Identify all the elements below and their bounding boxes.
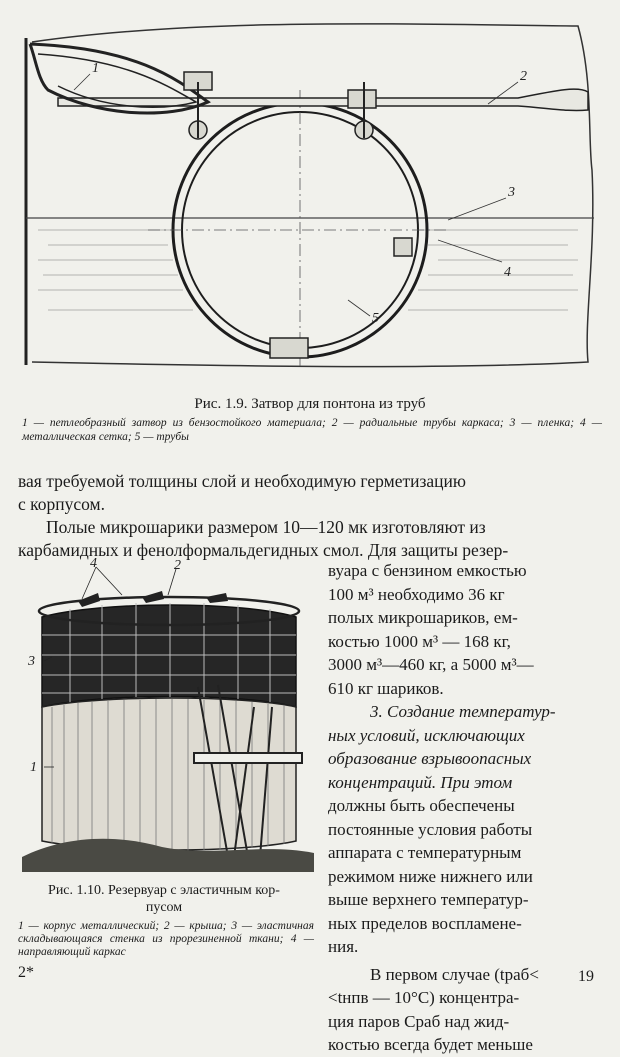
- text-para2-line-1: Полые микрошарики размером 10—120 мк изготовляют из: [46, 517, 486, 537]
- fig110-label-2: 2: [174, 558, 181, 573]
- fig110-label-1: 1: [30, 760, 37, 775]
- right-column: [328, 559, 598, 1057]
- right-line: <tнпв — 10°C) концентра-: [328, 988, 520, 1007]
- signature-mark: 2*: [18, 964, 34, 981]
- right-line: аппарата с температурным: [328, 843, 522, 862]
- right-line: костью всегда будет меньше: [328, 1035, 533, 1054]
- right-line: вуара с бензином емкостью: [328, 561, 527, 580]
- figure-1-9-caption-title: Рис. 1.9. Затвор для понтона из труб: [194, 396, 426, 412]
- fig19-label-4: 4: [504, 265, 511, 280]
- right-line: ция паров Cраб над жид-: [328, 1011, 510, 1031]
- right-line: 3000 м³—460 кг, а 5000 м³—: [328, 655, 534, 674]
- right-line: ных пределов воспламене-: [328, 913, 522, 933]
- fig110-label-3: 3: [28, 654, 35, 669]
- fig19-label-3: 3: [508, 185, 515, 200]
- right-line: образование взрывоопасных: [328, 749, 532, 768]
- right-line: ния.: [328, 937, 359, 956]
- right-line: выше верхнего температур-: [328, 890, 529, 909]
- figure-1-10-drawing: [22, 557, 314, 872]
- text-line-2: с корпусом.: [18, 494, 106, 514]
- fig110-label-4: 4: [90, 557, 97, 571]
- figure-1-10-caption-title-2: пусом: [145, 900, 183, 915]
- page-number: 19: [578, 968, 594, 985]
- fig19-label-5: 5: [372, 311, 379, 326]
- figure-1-9-drawing: [18, 20, 600, 390]
- fig19-label-1: 1: [92, 61, 99, 76]
- right-line: 100 м³ необходимо 36 кг: [328, 584, 505, 604]
- right-line: 610 кг шариков.: [328, 678, 444, 698]
- right-line: 3. Создание температур-: [370, 702, 556, 721]
- text-para2-line-2: карбамидных и фенолформальдегидных смол. Для защиты резер-: [18, 540, 509, 560]
- text-line-1: вая требуемой толщины слой и необходимую герметизацию: [18, 471, 466, 491]
- right-line: костью 1000 м³ — 168 кг,: [328, 631, 511, 651]
- right-line: концентраций. При этом: [328, 772, 513, 792]
- figure-1-9-caption-legend: 1 — петлеобразный затвор из бензостойкого материала; 2 — радиальные трубы каркаса; 3 — пленка; 4 — металлическая сетка; 5 — трубы: [22, 417, 602, 443]
- figure-1-10-caption-title-1: Рис. 1.10. Резервуар с эластичным кор-: [48, 883, 280, 898]
- right-line: ных условий, исключающих: [328, 725, 525, 745]
- figure-1-10-caption-legend: 1 — корпус металлический; 2 — крыша; 3 — эластичная складывающаяся стенка из прорезиненной ткани; 4 — направляющий каркас: [18, 920, 314, 958]
- right-line: полых микрошариков, ем-: [328, 608, 518, 627]
- fig19-label-2: 2: [520, 69, 527, 84]
- right-line: В первом случае (tраб<: [370, 964, 539, 984]
- right-line: режимом ниже нижнего или: [328, 866, 533, 886]
- right-line: постоянные условия работы: [328, 819, 533, 839]
- right-line: должны быть обеспечены: [328, 796, 515, 815]
